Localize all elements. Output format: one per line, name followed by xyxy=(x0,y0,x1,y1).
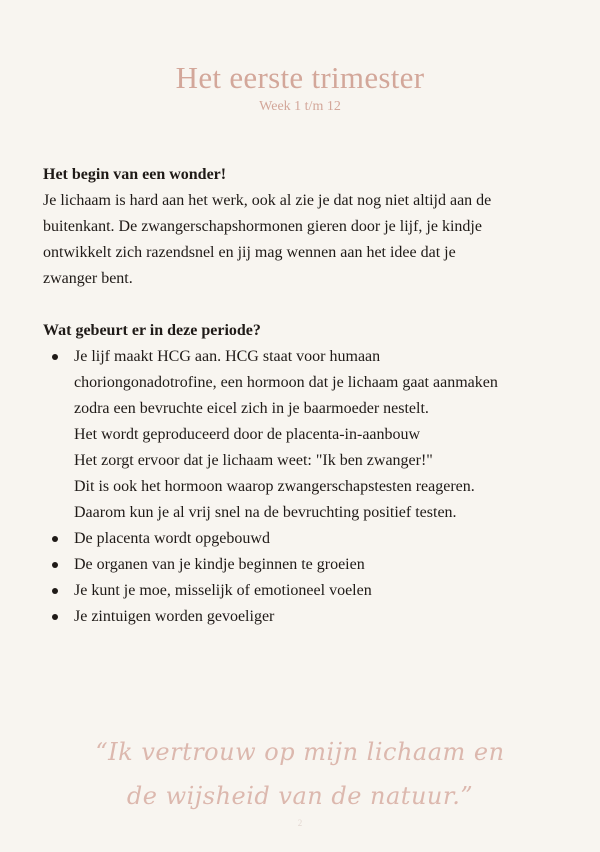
list-item xyxy=(43,552,563,578)
page-subtitle: Week 1 t/m 12 xyxy=(259,99,341,114)
list-item-line: De placenta wordt opgebouwd xyxy=(74,530,270,547)
list-item xyxy=(43,604,563,630)
paragraph-line: buitenkant. De zwangerschapshormonen gieren door je lijf, je kindje xyxy=(43,218,482,235)
section-heading: Wat gebeurt er in deze periode? xyxy=(43,322,261,339)
paragraph-line: ontwikkelt zich razendsnel en jij mag wennen aan het idee dat je xyxy=(43,244,456,261)
quote-line: “Ik vertrouw op mijn lichaam en xyxy=(95,738,505,766)
list-item xyxy=(43,344,563,526)
paragraph-line: zwanger bent. xyxy=(43,270,133,287)
page-title: Het eerste trimester xyxy=(175,60,425,95)
list-item-line: zodra een bevruchte eicel zich in je baarmoeder nestelt. xyxy=(74,400,429,417)
list-item xyxy=(43,578,563,604)
page-number: 2 xyxy=(297,818,303,828)
list-item-line: Je zintuigen worden gevoeliger xyxy=(74,608,275,625)
paragraph-line: Je lichaam is hard aan het werk, ook al zie je dat nog niet altijd aan de xyxy=(43,192,492,209)
bullet-list xyxy=(43,344,563,630)
bullet-icon xyxy=(52,562,58,568)
quote xyxy=(0,730,600,818)
list-item-line: Je lijf maakt HCG aan. HCG staat voor humaan xyxy=(74,348,381,365)
list-item-line: Het wordt geproduceerd door de placenta-in-aanbouw xyxy=(74,426,421,443)
list-item-line: choriongonadotrofine, een hormoon dat je lichaam gaat aanmaken xyxy=(74,374,498,391)
list-item-line: Je kunt je moe, misselijk of emotioneel voelen xyxy=(74,582,372,599)
quote-line: de wijsheid van de natuur.” xyxy=(126,782,474,810)
list-item-line: Dit is ook het hormoon waarop zwangerschapstesten reageren. xyxy=(74,478,475,495)
bullet-icon xyxy=(52,354,58,360)
list-item-line: Daarom kun je al vrij snel na de bevruchting positief testen. xyxy=(74,504,457,521)
intro-paragraph xyxy=(43,188,563,292)
bullet-icon xyxy=(52,536,58,542)
list-item-line: Het zorgt ervoor dat je lichaam weet: "Ik ben zwanger!" xyxy=(74,452,433,469)
list-item xyxy=(43,526,563,552)
list-item-line: De organen van je kindje beginnen te groeien xyxy=(74,556,365,573)
period-section xyxy=(43,318,563,630)
main-content xyxy=(43,162,563,630)
section-heading: Het begin van een wonder! xyxy=(43,166,227,183)
bullet-icon xyxy=(52,614,58,620)
bullet-icon xyxy=(52,588,58,594)
